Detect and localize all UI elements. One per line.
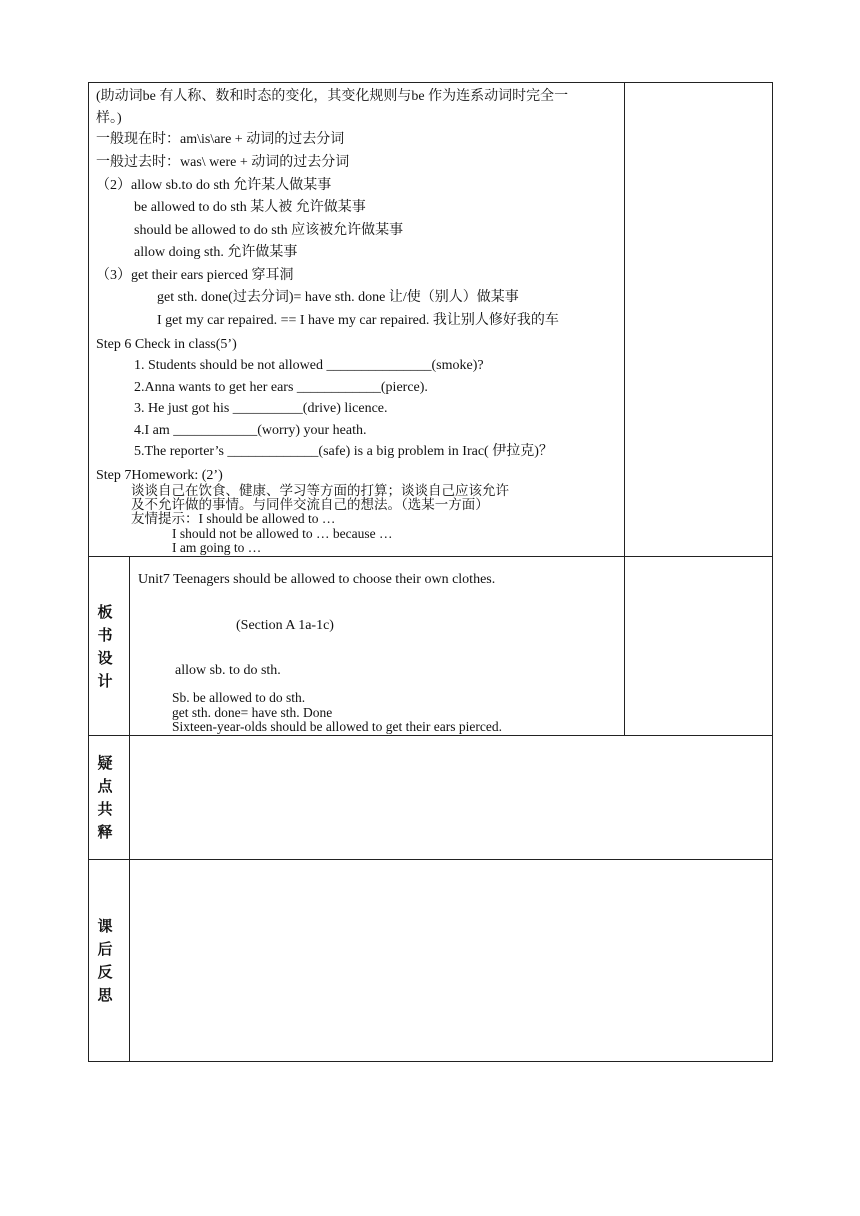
exercise-line: 2.Anna wants to get her ears ____________(pierce).: [134, 380, 428, 395]
board-line: Sb. be allowed to do sth.: [172, 690, 306, 705]
text-line: 一般过去时：was\ were + 动词的过去分词: [96, 155, 350, 170]
homework-line: I am going to …: [172, 540, 262, 555]
label-char: 设: [97, 649, 113, 667]
row-divider-2: [88, 735, 773, 736]
label-char: 反: [97, 963, 113, 981]
text-line: （3）get their ears pierced 穿耳洞: [96, 268, 294, 283]
text-line: (助动词be 有人称、数和时态的变化，其变化规则与be 作为连系动词时完全一: [96, 89, 569, 104]
label-char: 后: [97, 940, 113, 958]
table-border-bottom: [88, 1061, 773, 1062]
table-border-top: [88, 82, 773, 83]
board-line: get sth. done= have sth. Done: [172, 705, 333, 720]
reflection-label: [95, 915, 115, 1007]
text-line: should be allowed to do sth 应该被允许做某事: [134, 223, 404, 238]
text-line: allow doing sth. 允许做某事: [134, 245, 298, 260]
exercise-line: 5.The reporter’s _____________(safe) is a big problem in Irac( 伊拉克)？: [134, 444, 553, 459]
step-heading: Step 7Homework: (2’): [96, 468, 223, 483]
homework-line: 友情提示：I should be allowed to …: [131, 511, 336, 526]
homework-line: I should not be allowed to … because …: [172, 526, 393, 541]
row-divider-1: [88, 556, 773, 557]
exercise-line: 4.I am ____________(worry) your heath.: [134, 423, 367, 438]
board-line: Sixteen-year-olds should be allowed to get their ears pierced.: [172, 719, 502, 734]
label-char: 释: [97, 823, 113, 841]
label-char: 共: [97, 800, 113, 818]
board-title: Unit7 Teenagers should be allowed to choose their own clothes.: [138, 572, 496, 587]
row-divider-3: [88, 859, 773, 860]
board-design-label: [95, 601, 115, 693]
text-line: 一般现在时：am\is\are + 动词的过去分词: [96, 132, 345, 147]
exercise-line: 3. He just got his __________(drive) licence.: [134, 401, 388, 416]
text-line: be allowed to do sth 某人被 允许做某事: [134, 200, 366, 215]
label-char: 点: [97, 777, 113, 795]
homework-line: 及不允许做的事情。与同伴交流自己的想法。（选某一方面）: [131, 497, 489, 512]
doubts-label: [95, 752, 115, 844]
label-char: 疑: [97, 754, 113, 772]
label-char: 板: [97, 603, 113, 621]
label-char: 思: [97, 986, 113, 1004]
board-section: (Section A 1a-1c): [236, 618, 334, 633]
right-column-divider: [624, 82, 625, 736]
text-line: get sth. done(过去分词)= have sth. done 让/使（别人）做某事: [157, 290, 519, 305]
board-line: allow sb. to do sth.: [175, 663, 281, 678]
label-char: 书: [97, 626, 113, 644]
label-char: 课: [97, 917, 113, 935]
table-border-left: [88, 82, 89, 1062]
table-border-right: [772, 82, 773, 1062]
label-column-divider: [129, 556, 130, 1062]
homework-line: 谈谈自己在饮食、健康、学习等方面的打算；谈谈自己应该允许: [131, 483, 509, 498]
exercise-line: 1. Students should be not allowed _______________(smoke)?: [134, 358, 484, 373]
step-heading: Step 6 Check in class(5’): [96, 337, 237, 352]
text-line: 样。): [96, 111, 122, 126]
text-line: （2）allow sb.to do sth 允许某人做某事: [96, 178, 332, 193]
text-line: I get my car repaired. == I have my car repaired. 我让别人修好我的车: [157, 313, 559, 328]
label-char: 计: [97, 672, 113, 690]
